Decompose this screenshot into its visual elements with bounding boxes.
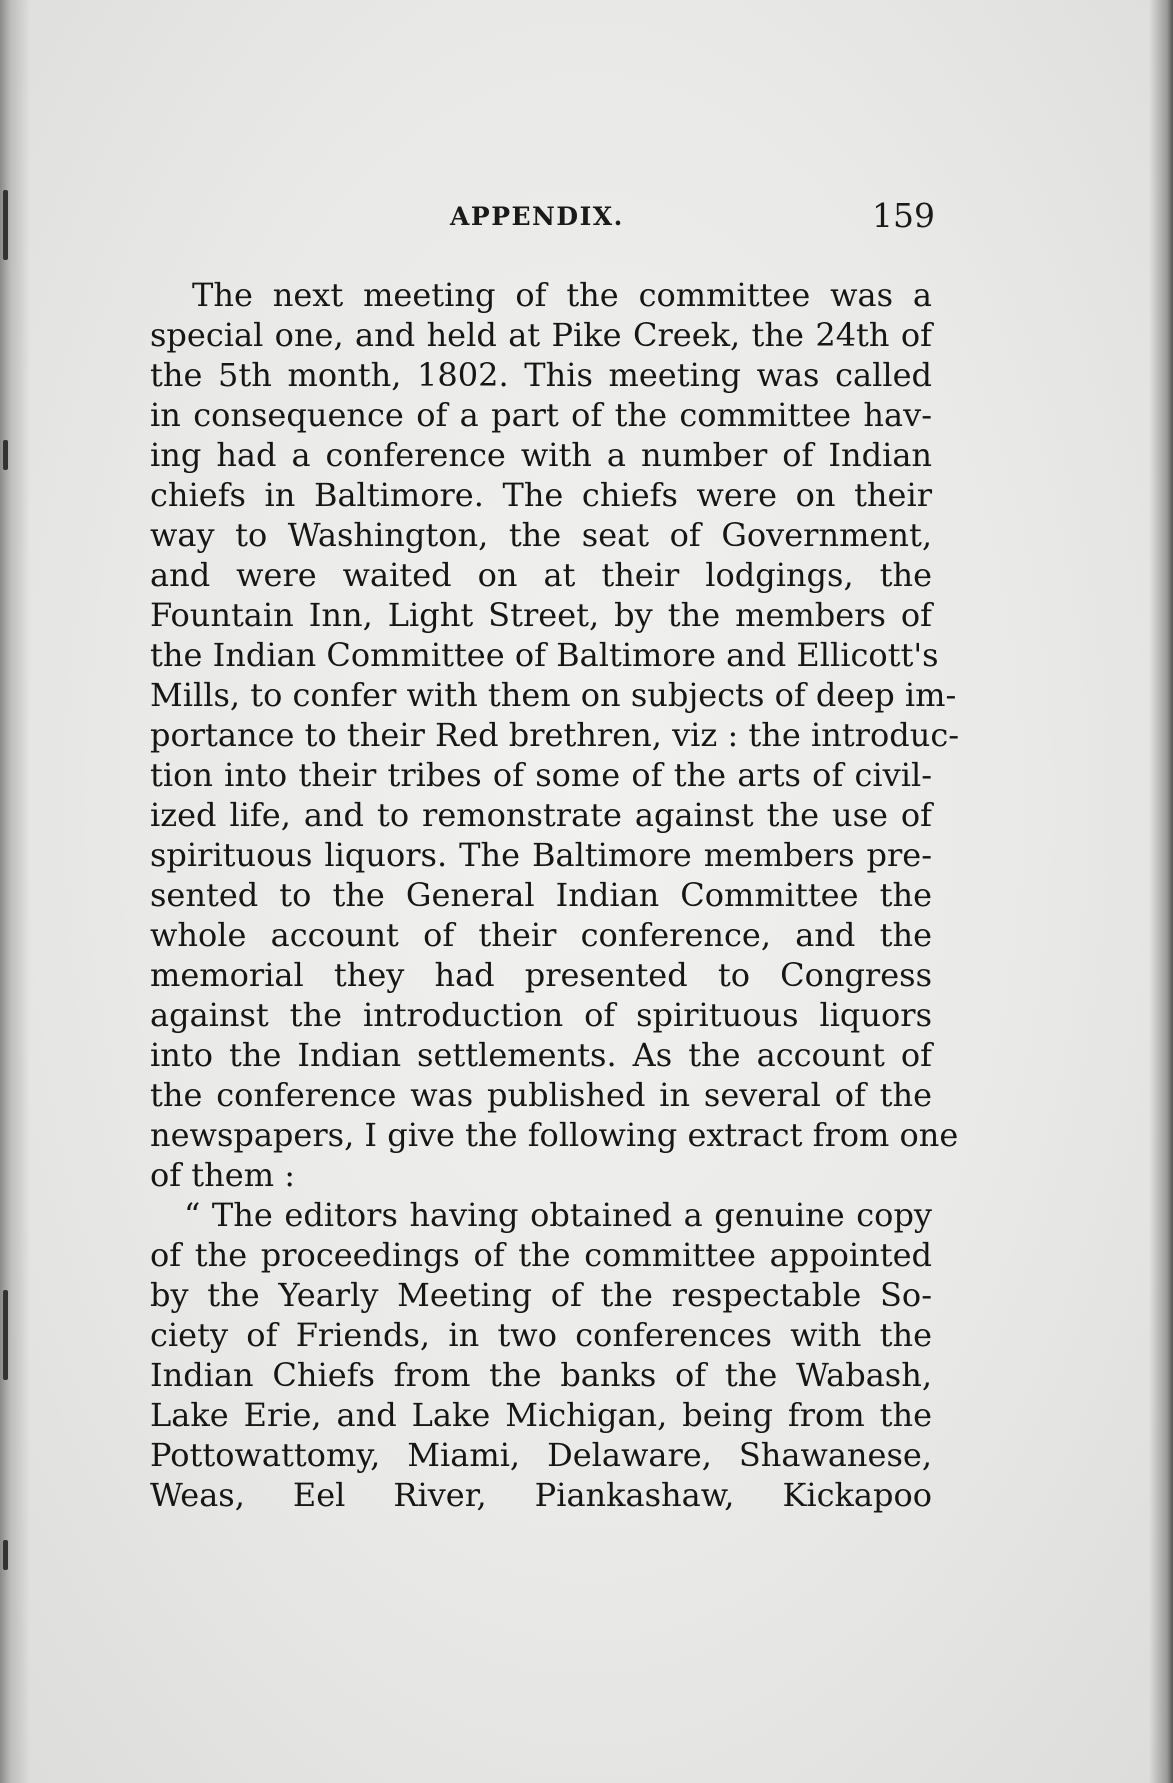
binding-thread-mark	[3, 190, 8, 260]
running-head	[150, 196, 935, 240]
text-line: chiefs in Baltimore. The chiefs were on their	[150, 476, 932, 514]
body-text	[150, 275, 960, 1515]
binding-thread-mark	[3, 1290, 8, 1380]
text-line: sented to the General Indian Committee the	[150, 876, 932, 914]
text-line: newspapers, I give the following extract from one	[150, 1116, 959, 1154]
text-line: special one, and held at Pike Creek, the 24th of	[150, 316, 932, 354]
binding-thread-mark	[3, 1540, 8, 1570]
text-line: ing had a conference with a number of Indian	[150, 436, 932, 474]
text-line: Pottowattomy, Miami, Delaware, Shawanese,	[150, 1436, 932, 1474]
text-line: way to Washington, the seat of Government,	[150, 516, 932, 554]
gutter-shadow	[0, 0, 30, 1783]
text-line: spirituous liquors. The Baltimore members pre-	[150, 836, 932, 874]
page-edge-shadow	[1149, 0, 1173, 1783]
paragraph-1	[150, 275, 960, 1195]
text-line: the 5th month, 1802. This meeting was called	[150, 356, 932, 394]
text-line: the conference was published in several of the	[150, 1076, 932, 1114]
text-line: whole account of their conference, and the	[150, 916, 932, 954]
text-line: and were waited on at their lodgings, the	[150, 556, 932, 594]
text-line: Fountain Inn, Light Street, by the members of	[150, 596, 932, 634]
text-line: by the Yearly Meeting of the respectable So-	[150, 1276, 932, 1314]
text-line: Lake Erie, and Lake Michigan, being from the	[150, 1396, 932, 1434]
page-number: 159	[872, 196, 935, 235]
text-line: against the introduction of spirituous liquors	[150, 996, 932, 1034]
text-line: into the Indian settlements. As the account of	[150, 1036, 932, 1074]
text-line: The next meeting of the committee was a	[192, 276, 932, 314]
text-line: ciety of Friends, in two conferences with the	[150, 1316, 932, 1354]
text-line: the Indian Committee of Baltimore and Ellicott's	[150, 636, 939, 674]
text-line: Mills, to confer with them on subjects of deep im-	[150, 676, 957, 714]
text-line: of the proceedings of the committee appointed	[150, 1236, 932, 1274]
text-line: Weas, Eel River, Piankashaw, Kickapoo	[150, 1476, 932, 1514]
text-line: in consequence of a part of the committee hav-	[150, 396, 932, 434]
text-line: Indian Chiefs from the banks of the Wabash,	[150, 1356, 932, 1394]
text-line: portance to their Red brethren, viz : the introduc-	[150, 716, 960, 754]
text-line: tion into their tribes of some of the arts of civil-	[150, 756, 932, 794]
binding-thread-mark	[3, 440, 8, 470]
text-line: of them :	[150, 1156, 295, 1194]
text-line: “ The editors having obtained a genuine copy	[184, 1196, 932, 1234]
text-line: memorial they had presented to Congress	[150, 956, 932, 994]
running-head-title: APPENDIX.	[450, 202, 624, 231]
paragraph-2	[150, 1195, 932, 1515]
text-line: ized life, and to remonstrate against the use of	[150, 796, 932, 834]
